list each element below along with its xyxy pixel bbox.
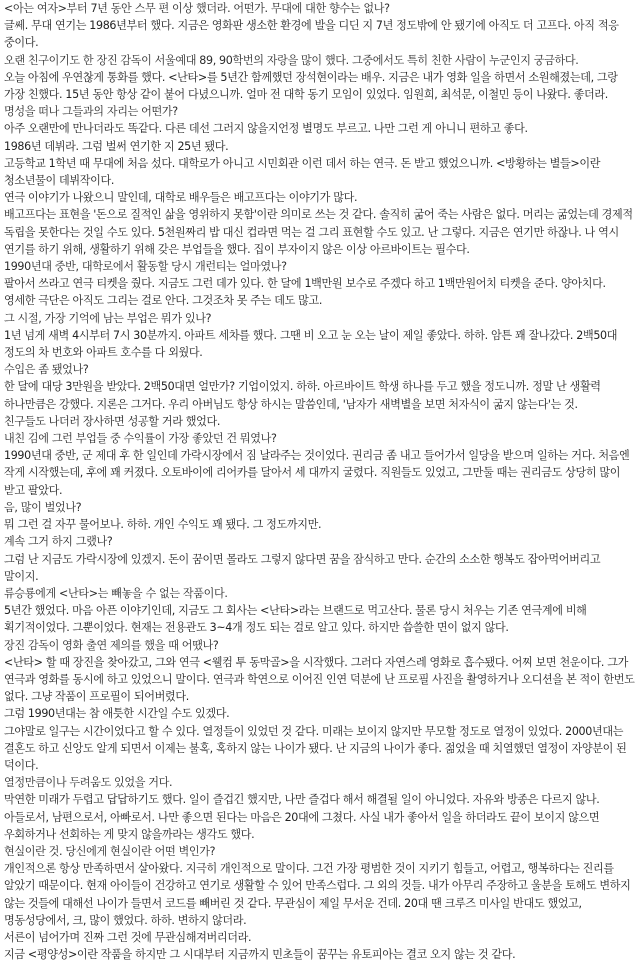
answer-text: 개인적으론 항상 만족하면서 살아왔다. 지극히 개인적으로 말이다. 그건 가장 평범한 것이 지키기 힘들고, 어렵고, 행복하다는 진리를 알았기 때문이다. 현재 아이들이 건강하고 연기로 생활할 수 있어 만족스럽다. 그 외의 것들. 내가 아무리 주장하고 울분을 토해도 변하지 않는 것들에 대해선 나이가 들면서 코드를 빼버린 것 같다. 무관심이 제일 무서운 건데. 20대 땐 크루즈 미사일 반대도 했었고, 명동성당에서, 크, 많이 했었다. 하하. 변하지 않더라. <box>4 862 631 927</box>
answer-text: 그럼 1990년대는 참 애틋한 시간일 수도 있겠다. <box>4 707 230 721</box>
answer-text: 한 달에 대당 3만원을 받았다. 2백50대면 얼만가? 기업이었지. 하하. 아르바이트 학생 하나를 두고 했을 정도니까. 정말 난 생활력 하나만큼은 강했다. 지론은 그거다. 우리 아버님도 항상 하시는 말씀인데, '남자가 새벽별을 보면 처자식이 굶지 않는다'는 것. <box>4 380 601 411</box>
answer-text: 배고프다는 표현을 '돈으로 질적인 삶을 영위하지 못함'이란 의미로 쓰는 것 같다. 솔직히 굶어 죽는 사람은 없다. 머리는 굶었는데 경제적 독립을 못한다는 것일 수도 있다. 5천원짜리 밥 대신 컵라면 먹는 걸 그리 표현할 수도 있고. 난 그렇다. 지금은 연기만 하잖나. 나 역시 연기를 하기 위해, 생활하기 위해 갖은 부업들을 했다. 집이 부자이지 않은 이상 아르바이트는 필수다. <box>4 208 633 256</box>
question-text: 수입은 좀 됐었나? <box>4 363 89 377</box>
answer-text: 연극 이야기가 나왔으니 말인데, 대학로 배우들은 배고프다는 이야기가 많다. <box>4 191 358 205</box>
answer-text: 그럼 난 지금도 가락시장에 있겠지. 돈이 꿈이면 몰라도 그렇지 않다면 꿈을 잠식하고 만다. 순간의 소소한 행복도 잡아먹어버리고 말이지. <box>4 552 601 583</box>
answer-text: 그야말로 일구는 시간이었다고 할 수 있다. 열정들이 있었던 것 같다. 미래는 보이지 않지만 무모할 정도로 열정이 있었다. 2000년대는 결혼도 하고 신앙도 알게 되면서 이제는 불혹, 혹하지 않는 나이가 됐다. 난 지금의 나이가 좋다. 젊었을 때 치열했던 열정이 자양분이 된 덕이다. <box>4 724 627 772</box>
answer-text: 친구들도 나더러 장사하면 성공할 거라 했었다. <box>4 414 221 428</box>
question-text: 열정만큼이나 두려움도 있었을 거다. <box>4 776 173 790</box>
answer-text: <난타> 할 때 장진을 찾아갔고, 그와 연극 <웰컴 투 동막골>을 시작했다. 그러다 자연스레 영화로 흡수됐다. 어찌 보면 천운이다. 그가 연극과 영화를 동시에 하고 있었으니 말이다. 연극과 학연으로 이어진 인연 덕분에 난 프로필 사진을 촬영하거나 오디션을 본 적이 한번도 없다. 그냥 작품이 프로필이 되어버렸다. <box>4 655 635 704</box>
answer-text: 1986년 데뷔라. 그럼 벌써 연기한 지 25년 됐다. <box>4 139 229 153</box>
question-text: 내친 김에 그런 부업들 중 수익률이 가장 좋았던 건 뭐였나? <box>4 432 277 446</box>
question-text: 현실이란 것. 당신에게 현실이란 어떤 벽인가? <box>4 844 216 858</box>
answer-text: 5년간 했었다. 마음 아픈 이야기인데, 지금도 그 회사는 <난타>라는 브랜드로 먹고산다. 물론 당시 처우는 기존 연극계에 비해 획기적이었다. 그뿐이었다. 현재는 전용관도 3~4개 정도 되는 걸로 알고 있다. 하지만 씁쓸한 면이 없지 않다. <box>4 604 587 635</box>
answer-text: 1년 넘게 새벽 4시부터 7시 30분까지. 아파트 세차를 했다. 그땐 비 오고 눈 오는 날이 제일 좋았다. 하하. 암튼 꽤 잘나갔다. 2백50대 정도의 차 번호와 아파트 호수를 다 외웠다. <box>4 328 618 360</box>
answer-text: 지금 <평양성>이란 작품을 하지만 그 시대부터 지금까지 민초들이 꿈꾸는 유토피아는 결코 오지 않는 것 같다. <box>4 948 516 962</box>
answer-text: 뭐 그런 걸 자꾸 물어보나. 하하. 개인 수익도 꽤 됐다. 그 정도까지만. <box>4 518 322 532</box>
answer-text: 서른이 넘어가며 진짜 그런 것에 무관심해져버리더라. <box>4 930 252 944</box>
answer-text: 고등학교 1학년 때 무대에 처음 섰다. 대학로가 아니고 시민회관 이런 데서 하는 연극. 돈 받고 했었으니까. <방황하는 별들>이란 청소년물이 데뷔작이다. <box>4 156 601 188</box>
question-text: 명성을 떠나 그들과의 자리는 어떤가? <box>4 105 178 119</box>
question-text: 장진 감독이 영화 출연 제의를 했을 때 어땠나? <box>4 638 219 652</box>
question-text: 류승룡에게 <난타>는 빼놓을 수 없는 작품이다. <box>4 586 228 600</box>
question-text: 오랜 친구이기도 한 장진 감독이 서울예대 89, 90학번의 자랑을 많이 했다. 그중에서도 특히 친한 사람이 누군인지 궁금하다. <box>4 53 579 67</box>
question-text: 그 시절, 가장 기억에 남는 부업은 뭐가 있나? <box>4 311 212 325</box>
answer-text: 글쎄. 무대 연기는 1986년부터 했다. 지금은 영화판 생소한 환경에 발을 디딘 지 7년 정도밖에 안 됐기에 아직도 더 고프다. 아직 적응 중이다. <box>4 19 619 50</box>
question-text: 음, 많이 벌었나? <box>4 500 82 514</box>
answer-text: 아주 오랜만에 만나더라도 똑같다. 다른 데선 그러지 않을지언정 별명도 부르고. 나만 그런 게 아니니 편하고 좋다. <box>4 122 528 136</box>
answer-text: 막연한 미래가 두렵고 답답하기도 했다. 일이 즐겁긴 했지만, 나만 즐겁다 해서 해결될 일이 아니었다. 자유와 방종은 다르지 않나. 아들로서, 남편으로서, 아빠로서. 나만 좋으면 된다는 마음은 20대에 그쳤다. 사실 내가 좋아서 일을 하더라도 끝이 보이지 않으면 우회하거나 선회하는 게 맞지 않을까라는 생각도 했다. <box>4 793 600 841</box>
question-text: 1990년대 중반, 대학로에서 활동할 당시 개런티는 얼마였나? <box>4 260 287 274</box>
question-text: 계속 그거 하지 그랬나? <box>4 535 113 549</box>
answer-text: 팔아서 쓰라고 연극 티켓을 줬다. 지금도 그런 데가 있다. 한 달에 1백만원 보수로 주겠다 하고 1백만원어치 티켓을 준다. 양아치다. 영세한 극단은 아직도 그리는 걸로 안다. 그것조차 못 주는 데도 많고. <box>4 277 606 308</box>
question-text: <아는 여자>부터 7년 동안 스무 편 이상 했더라. 어떤가. 무대에 대한 향수는 없나? <box>4 2 390 15</box>
answer-text: 오늘 아침에 우연찮게 통화를 했다. <난타>를 5년간 함께했던 장석현이라는 배우. 지금은 내가 영화 일을 하면서 소원해졌는데, 그랑 가장 친했다. 15년 동안 항상 같이 붙어 다녔으니까. 얼마 전 대학 동기 모임이 있었다. 임원희, 최석문, 이철민 등이 나왔다. 좋더라. <box>4 70 618 102</box>
answer-text: 1990년대 중반, 군 제대 후 한 일인데 가락시장에서 짐 날라주는 것이었다. 권리금 좀 내고 들어가서 일당을 받으며 일하는 거다. 처음엔 작게 시작했는데, 후에 꽤 커졌다. 오토바이에 리어카를 달아서 세 대까지 굴렸다. 직원들도 있었고, 그만둘 때는 권리금도 상당히 많이 받고 팔았다. <box>4 449 630 497</box>
